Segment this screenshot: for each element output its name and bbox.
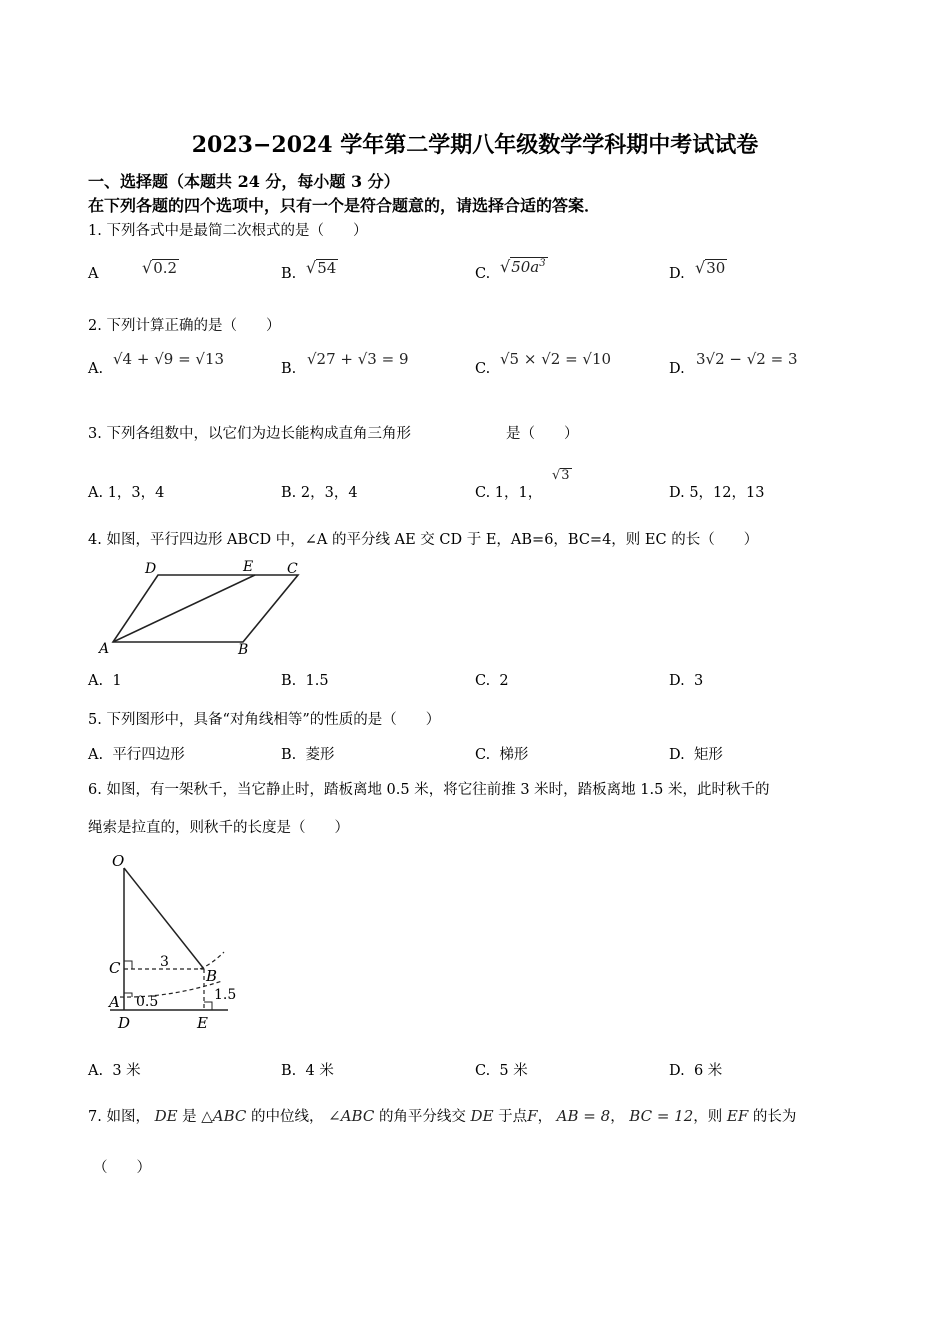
q3-option-a: A. 1，3，4 <box>88 485 165 501</box>
q1-option-b-math: √54 <box>306 258 337 277</box>
right-angle-c <box>124 961 132 969</box>
section-heading: 一、选择题（本题共 24 分，每小题 3 分） <box>88 172 400 191</box>
q1-option-d-label: D. <box>669 266 685 282</box>
label-3: 3 <box>160 954 169 970</box>
q4-option-c: C. 2 <box>475 673 509 689</box>
parallelogram-figure <box>95 555 315 660</box>
q1-option-a-label: A <box>88 266 99 282</box>
q2-option-a-math: √4 + √9 = √13 <box>113 350 225 368</box>
q3-option-c: C. 1，1， <box>475 485 543 501</box>
label-1-5: 1.5 <box>214 987 237 1003</box>
label-e: E <box>243 559 254 575</box>
q2-option-d-math: 3√2 − √2 = 3 <box>696 350 798 368</box>
right-angle-e <box>204 1002 212 1010</box>
label-b: B <box>206 967 218 985</box>
question-6-stem: 6. 如图，有一架秋千，当它静止时，踏板离地 0.5 米，将它往前推 3 米时，踏板离地 1.5 米，此时秋千的 <box>88 782 770 798</box>
q6-option-a: A. 3 米 <box>88 1063 141 1079</box>
q2-option-c-math: √5 × √2 = √10 <box>500 350 612 368</box>
q6-option-c: C. 5 米 <box>475 1063 528 1079</box>
q2-option-c-label: C. <box>475 361 491 377</box>
question-6-stem-line2: 绳索是拉直的，则秋千的长度是（ ） <box>88 820 349 836</box>
label-b: B <box>238 642 249 658</box>
label-a: A <box>99 641 110 657</box>
q2-option-b-label: B. <box>281 361 297 377</box>
parallelogram-abcd <box>113 575 298 642</box>
q1-option-d-math: √30 <box>695 258 726 277</box>
q1-option-a-math: √0.2 <box>142 258 178 277</box>
q2-option-b-math: √27 + √3 = 9 <box>307 350 409 368</box>
label-o: O <box>112 852 125 870</box>
right-angle-a <box>124 993 132 997</box>
question-2-stem: 2. 下列计算正确的是（ ） <box>88 318 281 334</box>
label-c: C <box>109 959 121 977</box>
question-5-stem: 5. 下列图形中，具备“对角线相等”的性质的是（ ） <box>88 712 441 728</box>
section-instruction: 在下列各题的四个选项中，只有一个是符合题意的，请选择合适的答案． <box>88 196 601 215</box>
segment-ae <box>113 575 255 642</box>
q6-option-d: D. 6 米 <box>669 1063 723 1079</box>
q4-option-a: A. 1 <box>88 673 122 689</box>
label-a: A <box>109 993 120 1011</box>
q1-option-c-math: $√50a^3$ <box>500 257 546 276</box>
label-c: C <box>287 561 298 577</box>
q5-option-a: A. 平行四边形 <box>88 747 185 763</box>
page-title: 2023−2024 学年第二学期八年级数学学科期中考试试卷 <box>191 132 759 158</box>
question-7-stem: 7. 如图， DE 是 △ABC 的中位线， ∠ABC 的角平分线交 DE 于点F， AB = 8， BC = 12，则 EF 的长为 <box>88 1107 797 1125</box>
label-d: D <box>118 1014 131 1032</box>
q5-option-b: B. 菱形 <box>281 747 335 763</box>
q5-option-c: C. 梯形 <box>475 747 529 763</box>
q2-option-a-label: A. <box>88 361 104 377</box>
swing-figure <box>100 848 240 1038</box>
question-4-stem: 4. 如图，平行四边形 ABCD 中，∠A 的平分线 AE 交 CD 于 E，AB=6，BC=4，则 EC 的长（ ） <box>88 532 759 548</box>
q6-option-b: B. 4 米 <box>281 1063 334 1079</box>
label-d: D <box>145 561 157 577</box>
q5-option-d: D. 矩形 <box>669 747 723 763</box>
q2-option-d-label: D. <box>669 361 685 377</box>
question-3-stem-tail: 是（ ） <box>506 426 579 442</box>
question-1-stem: 1. 下列各式中是最简二次根式的是（ ） <box>88 223 368 239</box>
label-0-5: 0.5 <box>136 994 159 1010</box>
q1-option-c-label: C. <box>475 266 491 282</box>
q3-option-d: D. 5，12，13 <box>669 485 765 501</box>
q3-option-c-math: √3 <box>552 468 570 483</box>
q3-option-b: B. 2，3，4 <box>281 485 358 501</box>
label-e: E <box>197 1014 208 1032</box>
q4-option-b: B. 1.5 <box>281 673 329 689</box>
question-3-stem: 3. 下列各组数中，以它们为边长能构成直角三角形 <box>88 426 411 442</box>
q4-option-d: D. 3 <box>669 673 704 689</box>
question-7-stem-line2: （ ） <box>93 1160 151 1176</box>
q1-option-b-label: B. <box>281 266 297 282</box>
